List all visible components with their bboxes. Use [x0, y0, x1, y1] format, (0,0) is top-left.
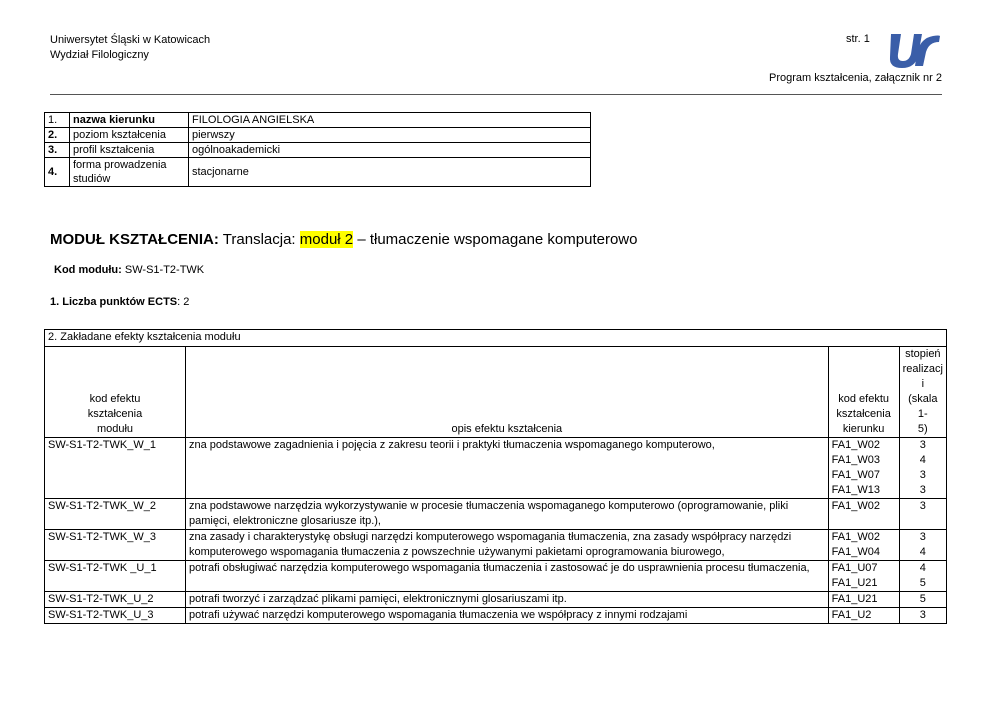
header-left [50, 33, 210, 63]
effects-title-row [45, 330, 947, 347]
module-prefix: MODUŁ KSZTAŁCENIA: [50, 231, 219, 248]
page-number: str. 1 [846, 33, 870, 45]
ects-value: : 2 [177, 296, 190, 308]
info-num: 2. [45, 128, 70, 143]
university-name: Uniwersytet Śląski w Katowicach [50, 34, 211, 46]
header-line: stopień [905, 348, 941, 360]
info-num: 3. [45, 143, 70, 158]
effects-header-row [45, 347, 947, 438]
ects-points [50, 296, 189, 308]
effect-description: zna zasady i charakterystykę obsługi narzędzi komputerowego wspomagania tłumaczenia, zna zasady współpracy narzędzi komputerowego wspomagania tłumaczenia z powszechnie używanymi pakietami oprogramowania biurowego, [186, 530, 829, 561]
effect-levels [899, 530, 946, 561]
effect-course-codes [828, 608, 899, 624]
module-code [54, 264, 204, 276]
effect-levels [899, 592, 946, 608]
header-line: kształcenia [836, 408, 891, 420]
header-line: 5) [917, 423, 928, 435]
effect-code: SW-S1-T2-TWK_U_3 [45, 608, 186, 624]
level-value: 3 [919, 531, 926, 543]
effect-course-codes [828, 561, 899, 592]
faculty-name: Wydział Filologiczny [50, 49, 149, 61]
effect-levels [899, 499, 946, 530]
module-title [50, 231, 637, 248]
effect-code: SW-S1-T2-TWK_U_2 [45, 592, 186, 608]
info-value: pierwszy [189, 128, 591, 143]
table-row [45, 158, 591, 187]
header-divider [50, 94, 942, 95]
course-code: FA1_W03 [831, 454, 880, 466]
effect-description: potrafi obsługiwać narzędzia komputerowego wspomagania tłumaczenia i zastosować je do usprawnienia procesu tłumaczenia, [186, 561, 829, 592]
module-code-label: Kod modułu: [54, 264, 122, 276]
course-code: FA1_U21 [831, 593, 878, 605]
module-name-end: – tłumaczenie wspomagane komputerowo [357, 231, 638, 248]
effect-course-codes [828, 499, 899, 530]
effect-course-codes [828, 530, 899, 561]
course-code: FA1_W07 [831, 469, 880, 481]
header-course-code [828, 347, 899, 438]
table-row [45, 128, 591, 143]
course-code: FA1_W02 [831, 439, 880, 451]
course-code: FA1_U07 [831, 562, 878, 574]
level-value: 3 [919, 500, 926, 512]
level-value: 4 [919, 454, 926, 466]
effects-title: 2. Zakładane efekty kształcenia modułu [45, 330, 947, 347]
table-row [45, 530, 947, 561]
header-module-code [45, 347, 186, 438]
effect-levels [899, 438, 946, 499]
effect-code: SW-S1-T2-TWK_W_1 [45, 438, 186, 499]
level-value: 4 [919, 562, 926, 574]
course-code: FA1_W13 [831, 484, 880, 496]
info-value: stacjonarne [189, 158, 591, 187]
table-row [45, 608, 947, 624]
effect-course-codes [828, 592, 899, 608]
effect-code: SW-S1-T2-TWK_W_2 [45, 499, 186, 530]
header-line: i [921, 378, 925, 390]
effect-description: potrafi tworzyć i zarządzać plikami pamięci, elektronicznymi glosariuszami itp. [186, 592, 829, 608]
module-name-start: Translacja: [222, 231, 296, 248]
module-code-value: SW-S1-T2-TWK [124, 264, 205, 276]
info-num: 4. [45, 158, 70, 187]
effect-course-codes [828, 438, 899, 499]
effect-description: zna podstawowe narzędzia wykorzystywanie w procesie tłumaczenia wspomaganego komputerowo (oprogramowanie, pliki pamięci, elektroniczne glosariusze itp.), [186, 499, 829, 530]
table-row [45, 438, 947, 499]
header-line: kształcenia [87, 408, 143, 420]
level-value: 5 [919, 593, 926, 605]
course-code: FA1_U21 [831, 577, 878, 589]
effect-levels [899, 608, 946, 624]
table-row [45, 499, 947, 530]
info-table [44, 112, 591, 187]
level-value: 4 [919, 546, 926, 558]
info-label: profil kształcenia [70, 143, 189, 158]
table-row [45, 113, 591, 128]
header-line: realizacj [902, 363, 943, 375]
info-label: forma prowadzenia studiów [70, 158, 189, 187]
effect-code: SW-S1-T2-TWK _U_1 [45, 561, 186, 592]
info-value: FILOLOGIA ANGIELSKA [189, 113, 591, 128]
effect-levels [899, 561, 946, 592]
course-code: FA1_W02 [831, 531, 880, 543]
info-num: 1. [45, 113, 70, 128]
header-description: opis efektu kształcenia [186, 347, 829, 438]
table-row [45, 592, 947, 608]
module-name-highlight: moduł 2 [299, 231, 354, 248]
ects-label: 1. Liczba punktów ECTS [50, 296, 178, 308]
header-line: (skala 1- [908, 393, 938, 420]
header-line: kod efektu [89, 393, 141, 405]
effect-description: zna podstawowe zagadnienia i pojęcia z zakresu teorii i praktyki tłumaczenia wspomaganego komputerowo, [186, 438, 829, 499]
level-value: 3 [919, 439, 926, 451]
table-row [45, 143, 591, 158]
info-label: poziom kształcenia [70, 128, 189, 143]
course-code: FA1_W04 [831, 546, 880, 558]
header-line: kierunku [842, 423, 885, 435]
course-code: FA1_U2 [831, 609, 872, 621]
effects-table [44, 329, 947, 624]
info-label: nazwa kierunku [70, 113, 189, 128]
header-line: kod efektu [838, 393, 890, 405]
university-logo-icon [887, 30, 941, 70]
header-level [899, 347, 946, 438]
course-code: FA1_W02 [831, 500, 880, 512]
level-value: 3 [919, 469, 926, 481]
level-value: 3 [919, 609, 926, 621]
table-row [45, 561, 947, 592]
effect-description: potrafi używać narzędzi komputerowego wspomagania tłumaczenia we współpracy z innymi rodzajami [186, 608, 829, 624]
info-value: ogólnoakademicki [189, 143, 591, 158]
effect-code: SW-S1-T2-TWK_W_3 [45, 530, 186, 561]
header-line: modułu [96, 423, 134, 435]
level-value: 5 [919, 577, 926, 589]
program-label: Program kształcenia, załącznik nr 2 [768, 72, 942, 84]
level-value: 3 [919, 484, 926, 496]
